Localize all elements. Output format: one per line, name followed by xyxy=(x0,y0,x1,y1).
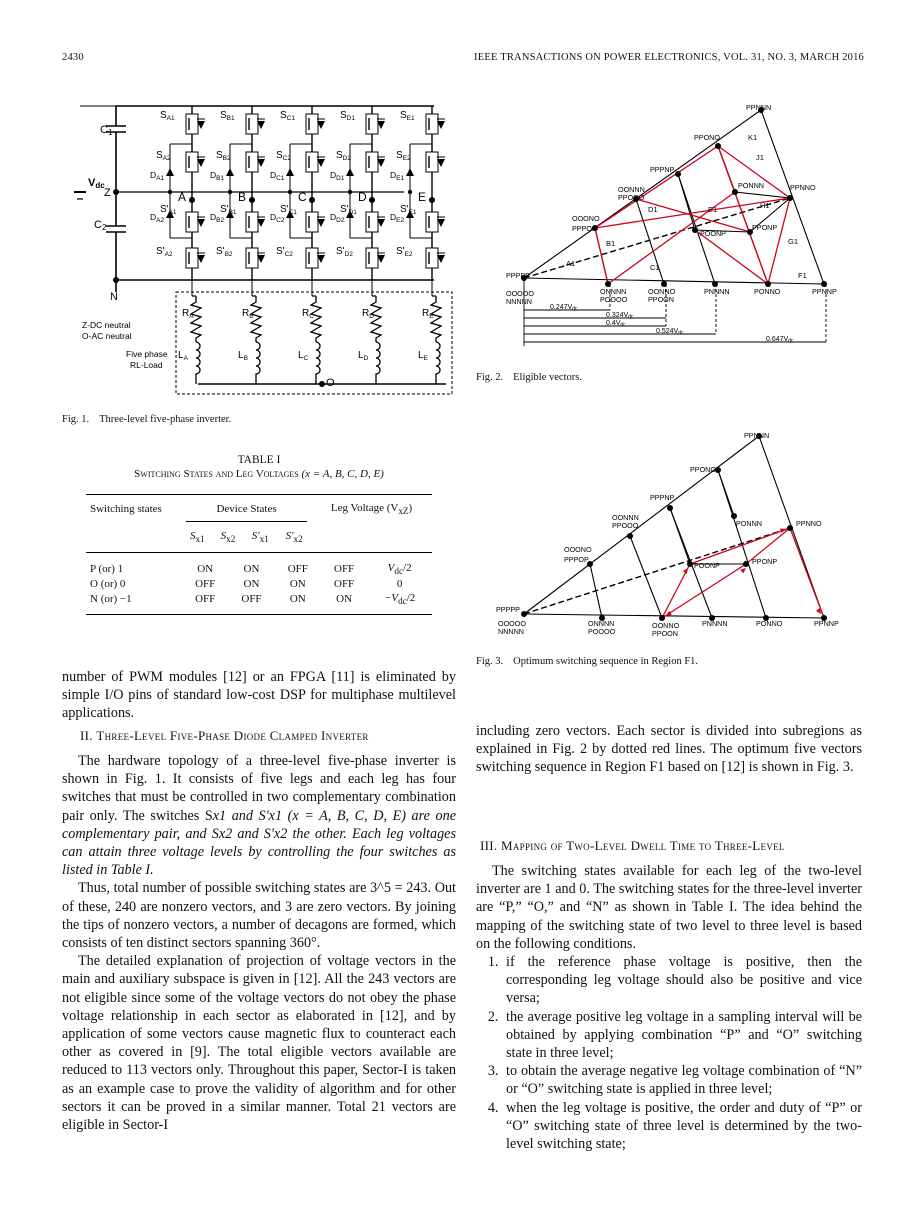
vector-label: OONNN xyxy=(612,513,639,522)
svg-text:C: C xyxy=(298,190,307,204)
section-2-para-3: The detailed explanation of projection of voltage vectors in the main and auxiliary subspace is given in [12]. All the 243 vectors are not eligible since some of the voltage vectors do not obey the phase voltage relationship in each sector as elaborated in [12], and by application of some vectors cause magnetic flux to counteract each other as covered in [9]. The total eligible vectors available are reduced to 113 vectors only. Throughout this paper, Sector-I is taken as an example case to prove the validity of algorithm and for other sectors it can be proved in a similar manner. Total 21 vectors are eligible in Sector-I xyxy=(62,953,456,1134)
vector-label: PPNNO xyxy=(790,183,816,192)
page-number: 2430 xyxy=(62,52,84,63)
fig3-caption: Fig. 3. Optimum switching sequence in Region F1. xyxy=(476,656,699,667)
vector-label: PPONP xyxy=(752,223,778,232)
svg-text:SC1: $S_{C1}$ xyxy=(280,110,295,122)
svg-text:LA: $L_A$ xyxy=(178,350,188,362)
vector-label: PPNNN xyxy=(746,103,772,112)
vector-label: NNNNN xyxy=(498,627,524,636)
section-3-para-1: The switching states available for each leg of the two-level inverter are 1 and 0. The switching states for the three-level inverter are “P,” “O,” and “N” as shown in Table I. The idea behind the mapping of the switching state of two level to three level is based on the following conditions. xyxy=(476,863,862,952)
table-title: TABLE I xyxy=(237,454,281,466)
vector-label: PPPOP xyxy=(572,224,597,233)
svg-text:SE2: $S_{E2}$ xyxy=(396,150,411,162)
svg-text:DD2: $D_{D2}$ xyxy=(330,212,345,224)
svg-text:SB2: $S_{B2}$ xyxy=(216,150,231,162)
vector-label: PPOON xyxy=(652,629,678,638)
svg-text:B: B xyxy=(238,190,247,204)
list-item: 1. if the reference phase voltage is positive, then the corresponding leg voltage should also be positive and vice versa; xyxy=(502,953,862,1008)
vector-label: POONP xyxy=(700,229,726,238)
inverter-leg-d xyxy=(330,106,385,384)
vector-label: ONNNN xyxy=(600,287,627,296)
fig2-caption: Fig. 2. Eligible vectors. xyxy=(476,372,582,383)
condition-list xyxy=(476,953,862,1153)
col-leg-voltage: Leg Voltage $(V_{xZ})$ xyxy=(330,502,413,517)
vector-label: PONNO xyxy=(754,287,781,296)
section-2-heading: II. Three-Level Five-Phase Diode Clamped Inverter xyxy=(80,728,369,743)
region-label: H1 xyxy=(760,201,770,210)
svg-text:LE: $L_E$ xyxy=(418,350,428,362)
svg-text:S'C1: $S'_{C1}$ xyxy=(280,204,297,216)
vector-label: PPPPP xyxy=(496,605,520,614)
vector-label: OOOOO xyxy=(506,289,534,298)
svg-text:DC1: $D_{C1}$ xyxy=(270,170,285,182)
svg-text:DA2: $D_{A2}$ xyxy=(150,212,165,224)
svg-text:SD2: $S_{D2}$ xyxy=(336,150,351,162)
vector-label: PPNNN xyxy=(744,431,770,440)
region-label: F1 xyxy=(798,271,807,280)
fig2-vector-diagram xyxy=(498,100,858,360)
inverter-leg-e xyxy=(390,106,445,384)
vector-label: PPPOP xyxy=(564,555,589,564)
svg-text:SA1: $S_{A1}$ xyxy=(160,110,175,122)
vector-label: OOONO xyxy=(564,545,592,554)
table-subtitle: Switching States and Leg Voltages (x = A, B, C, D, E) xyxy=(134,468,384,480)
list-item: 4. when the leg voltage is positive, the order and duty of “P” or “O” switching state of three level is determined by the two-level switching state; xyxy=(502,1099,862,1154)
svg-text:S'E2: $S'_{E2}$ xyxy=(396,246,413,258)
c2-label: C2 xyxy=(94,219,107,232)
journal-header: IEEE TRANSACTIONS ON POWER ELECTRONICS, VOL. 31, NO. 3, MARCH 2016 xyxy=(474,52,864,63)
region-label: D1 xyxy=(648,205,658,214)
region-label: K1 xyxy=(748,133,758,142)
vector-label: PPPNP xyxy=(650,165,675,174)
vector-label: OONNO xyxy=(648,287,676,296)
inverter-leg-a xyxy=(150,106,205,384)
table-row: O (or) 0 OFF ON ON OFF 0 xyxy=(90,578,403,591)
vector-label: NNNNN xyxy=(506,297,532,306)
vector-label: PONNN xyxy=(738,181,764,190)
svg-text:S'E1: $S'_{E1}$ xyxy=(400,204,417,216)
vector-label: PPOON xyxy=(648,295,674,304)
vector-label: OOONO xyxy=(572,214,600,223)
left-intro: number of PWM modules [12] or an FPGA [11] is eliminated by simple I/O pins of standard low-cost DSP for multiphase multilevel applications. xyxy=(62,669,456,722)
col-switching-states: Switching states xyxy=(90,503,162,516)
list-item: 3. to obtain the average negative leg voltage combination of “N” or “O” switching state is applied in three level; xyxy=(502,1062,862,1098)
svg-text:A: A xyxy=(178,190,187,204)
svg-text:DE2: $D_{E2}$ xyxy=(390,212,405,224)
svg-text:D: D xyxy=(358,190,367,204)
svg-text:E: E xyxy=(418,190,427,204)
svg-text:0.4Vdc: 0.4Vdc xyxy=(606,320,626,328)
table-row: N (or) −1 OFF OFF ON ON $-V_{dc}/2$ xyxy=(90,592,416,607)
vector-label: OONNO xyxy=(652,621,680,630)
vector-label: PONNO xyxy=(756,619,783,628)
vector-label: PPONO xyxy=(690,465,716,474)
vector-label: POOOO xyxy=(588,627,616,636)
svg-text:SB1: $S_{B1}$ xyxy=(220,110,235,122)
vector-label: PPONO xyxy=(694,133,720,142)
table-1: TABLE I Switching States and Leg Voltages (x = A, B, C, D, E) Switching states Device States Leg Voltage $(V_{xZ})$ $S_{x1}$ $S_{x2}$ $S'_{x1}$ $S'_{x2}$ P (or) 1 ON ON OFF OFF $V_{dc}/2$ O (or) 0 OFF ON ON OFF 0 N (or) −1 OFF OFF ON ON $-V_{dc}/2$ xyxy=(86,454,432,615)
vector-label: PPPNP xyxy=(650,493,675,502)
svg-text:SA2: $S_{A2}$ xyxy=(156,150,171,162)
vector-label: PPONP xyxy=(752,557,778,566)
region-label: A1 xyxy=(566,259,576,268)
section-2-body xyxy=(62,752,456,1134)
right-para-1: including zero vectors. Each sector is divided into subregions as explained in Fig. 2 by dotted red lines. The optimum five vectors switching sequence in Region F1 based on [12] is shown in Fig. 3. xyxy=(476,723,862,776)
o-label: O xyxy=(326,377,335,389)
vector-label: PPPPP xyxy=(506,271,530,280)
section-2-para-1: The hardware topology of a three-level five-phase inverter is shown in Fig. 1. It consists of five legs and each leg has four switches that must be controlled in two complementary combination pair only. The switches Sx1 and S'x1 (x = A, B, C, D, E) are one complementary pair, and Sx2 and S'x2 the other. Each leg voltages can attain three voltage levels by controlling the four switches as listed in Table I. xyxy=(62,753,456,879)
vector-label: OOOOO xyxy=(498,619,526,628)
vector-label: PPNNP xyxy=(812,287,837,296)
table-row: P (or) 1 ON ON OFF OFF $V_{dc}/2$ xyxy=(90,562,412,577)
neutral-label-1: Z-DC neutral xyxy=(82,320,131,330)
fig3-switching-sequence xyxy=(494,428,854,648)
vdc-label: Vdc xyxy=(88,177,105,190)
svg-text:RA: $R_A$ xyxy=(182,308,194,320)
col-device-states: Device States xyxy=(216,503,277,516)
fig1-circuit xyxy=(74,96,464,396)
section-3-heading: III. Mapping of Two-Level Dwell Time to Three-Level xyxy=(480,838,785,853)
svg-text:DB1: $D_{B1}$ xyxy=(210,170,225,182)
svg-text:S'B2: $S'_{B2}$ xyxy=(216,246,233,258)
inverter-leg-b xyxy=(210,106,265,384)
list-item: 2. the average positive leg voltage in a sampling interval will be obtained by applying combination “P” and “O” switching state in three level; xyxy=(502,1008,862,1063)
svg-text:S'C2: $S'_{C2}$ xyxy=(276,246,293,258)
vector-label: POOOO xyxy=(600,295,628,304)
vector-label: POONP xyxy=(694,561,720,570)
svg-text:SD1: $S_{D1}$ xyxy=(340,110,355,122)
region-label: J1 xyxy=(756,153,764,162)
region-label: G1 xyxy=(788,237,799,246)
svg-text:S'D1: $S'_{D1}$ xyxy=(340,204,357,216)
inverter-leg-c xyxy=(270,106,325,384)
svg-text:RE: $R_E$ xyxy=(422,308,434,320)
svg-text:S'A1: $S'_{A1}$ xyxy=(160,204,177,216)
svg-text:0.524Vdc: 0.524Vdc xyxy=(656,328,684,336)
svg-text:SE1: $S_{E1}$ xyxy=(400,110,415,122)
svg-text:DE1: $D_{E1}$ xyxy=(390,170,405,182)
svg-text:RD: $R_D$ xyxy=(362,308,374,320)
vector-label: PPOOO xyxy=(618,193,645,202)
region-label: C1 xyxy=(650,263,660,272)
neutral-label-2: O-AC neutral xyxy=(82,331,132,341)
svg-text:0.247Vdc: 0.247Vdc xyxy=(550,304,578,312)
load-label-2: RL-Load xyxy=(130,360,163,370)
vector-label: PNNNN xyxy=(704,287,730,296)
svg-text:LB: $L_B$ xyxy=(238,350,248,362)
vector-label: PPNNO xyxy=(796,519,822,528)
vector-label: PPOOO xyxy=(612,521,639,530)
svg-text:LD: $L_D$ xyxy=(358,350,369,362)
load-label-1: Five phase xyxy=(126,349,168,359)
svg-text:DD1: $D_{D1}$ xyxy=(330,170,345,182)
svg-text:S'B1: $S'_{B1}$ xyxy=(220,204,237,216)
region-label: B1 xyxy=(606,239,616,248)
section-2-para-2: Thus, total number of possible switching states are 3^5 = 243. Out of these, 240 are nonzero vectors, and 3 are zero vectors. By joining the tips of nonzero vectors, a number of decagons are formed, which consists of ten distinct sectors spanning 360°. xyxy=(62,880,456,952)
svg-text:S'D2: $S'_{D2}$ xyxy=(336,246,353,258)
svg-text:0.324Vdc: 0.324Vdc xyxy=(606,312,634,320)
n-label: N xyxy=(110,291,118,303)
svg-text:0.647Vdc: 0.647Vdc xyxy=(766,336,794,344)
vector-label: PNNNN xyxy=(702,619,728,628)
c1-label: C1 xyxy=(100,124,113,137)
vector-label: OONNN xyxy=(618,185,645,194)
svg-text:SC2: $S_{C2}$ xyxy=(276,150,291,162)
vector-label: ONNNN xyxy=(588,619,615,628)
svg-text:LC: $L_C$ xyxy=(298,350,309,362)
svg-text:DA1: $D_{A1}$ xyxy=(150,170,165,182)
vector-label: PONNN xyxy=(736,519,762,528)
svg-text:RC: $R_C$ xyxy=(302,308,314,320)
region-label: E1 xyxy=(708,205,718,214)
fig1-caption: Fig. 1. Three-level five-phase inverter. xyxy=(62,414,232,425)
svg-text:S'A2: $S'_{A2}$ xyxy=(156,246,173,258)
svg-text:DC2: $D_{C2}$ xyxy=(270,212,285,224)
vector-label: PPNNP xyxy=(814,619,839,628)
svg-text:DB2: $D_{B2}$ xyxy=(210,212,225,224)
svg-text:RB: $R_B$ xyxy=(242,308,254,320)
section-3-body xyxy=(476,862,862,1153)
z-label: Z xyxy=(104,187,111,199)
